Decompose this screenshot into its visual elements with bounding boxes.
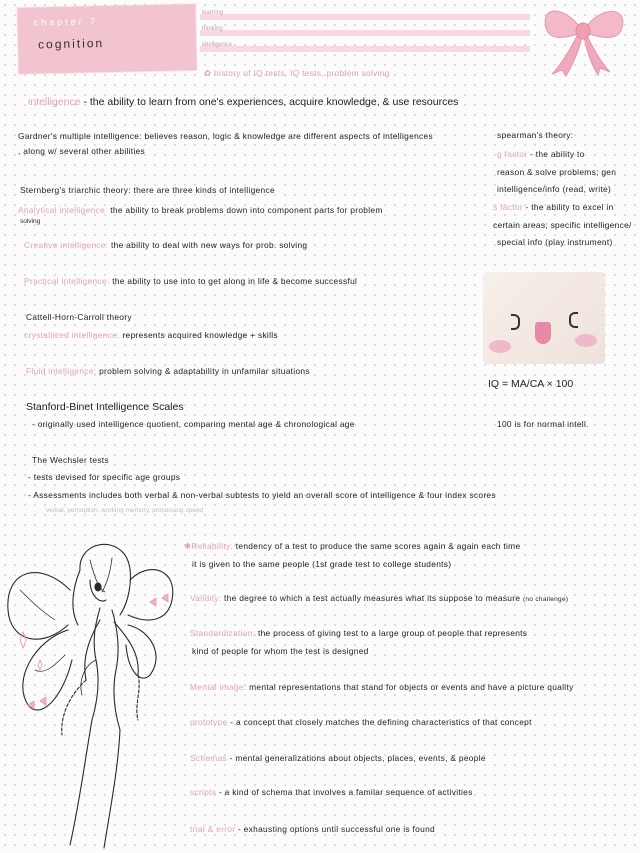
standardization-continued: kind of people for whom the test is designed xyxy=(192,646,369,656)
s-factor-line-1: s factor - the ability to excel in xyxy=(493,202,614,212)
stanford-binet-note: 100 is for normal intell. xyxy=(497,419,589,429)
chapter-title-tag xyxy=(17,4,196,74)
wechsler-line-1: - tests devised for specific age groups xyxy=(28,472,181,482)
practical-line: Practical intelligence: the ability to use into to get along in life & become successful xyxy=(24,276,358,286)
stanford-binet-def: - originally used intelligence quotient, comparing mental age & chronological age xyxy=(32,419,355,429)
g-factor-line-2: reason & solve problems; gen xyxy=(497,167,617,177)
mental-image-line: Mental image: mental representations that stand for objects or events and have a picture quality xyxy=(190,682,574,692)
sternberg-title: Sternberg's triarchic theory: there are three kinds of intelligence xyxy=(20,185,275,195)
s-factor-line-3: special info (play instrument) xyxy=(497,237,613,247)
g-factor-line-3: intelligence/info (read, write) xyxy=(497,184,612,194)
gardner-line-1: Gardner's multiple intelligence: believes reason, logic & knowledge are different aspects of intelligences xyxy=(18,131,433,141)
gardner-line-2: , along w/ several other abilities xyxy=(18,146,146,156)
fairy-illustration xyxy=(0,530,190,853)
analytical-continued: solving xyxy=(20,218,41,225)
schemas-line: Schemas - mental generalizations about objects, places, events, & people xyxy=(190,753,486,763)
standardization-line: Standardization: the process of giving test to a large group of people that represents xyxy=(190,628,528,638)
chapter-title: cognition xyxy=(37,36,105,52)
spearman-title: spearman's theory: xyxy=(497,130,574,140)
fluid-line: Fluid intelligence: problem solving & adaptability in unfamilar situations xyxy=(26,366,310,376)
cute-face-photo xyxy=(483,272,605,364)
intelligence-definition: intelligence - the ability to learn from one's experiences, acquire knowledge, & use resources xyxy=(28,96,459,108)
validity-line: Validity: the degree to which a test actually measures what its suppose to measure (no challenge) xyxy=(190,593,569,603)
chapter-label: chapter 7 xyxy=(33,16,99,28)
toc-line-2: thinking xyxy=(200,30,530,36)
scripts-line: scripts - a kind of schema that involves a familar sequence of activities xyxy=(190,787,473,797)
wechsler-title: The Wechsler tests xyxy=(32,455,109,465)
creative-line: Creative intelligence: the ability to deal with new ways for prob. solving xyxy=(24,240,308,250)
wechsler-line-2: - Assessments includes both verbal & non-verbal subtests to yield an overall score of intelligence & four index scores xyxy=(28,490,496,500)
toc-line-1: learning xyxy=(200,14,530,20)
page-subtitle: ✿ history of IQ tests, IQ tests, problem solving xyxy=(204,68,390,78)
wechsler-line-3: verbal, perception, working memory, processing speed xyxy=(46,507,204,514)
s-factor-line-2: certain areas; specific intelligence/ xyxy=(493,220,632,230)
g-factor-line-1: g factor - the ability to xyxy=(497,149,585,159)
stanford-binet-title: Stanford-Binet Intelligence Scales xyxy=(26,401,184,413)
trial-error-line: trial & error - exhausting options until successful one is found xyxy=(190,824,436,834)
reliability-continued: it is given to the same people (1st grade test to college students) xyxy=(192,559,452,569)
analytical-line: Analytical intelligence: the ability to break problems down into component parts for problem xyxy=(18,205,383,215)
toc-line-3: intelligence xyxy=(200,46,530,52)
crystallized-line: crystallized intelligence: represents acquired knowledge + skills xyxy=(24,330,278,340)
iq-formula: IQ = MA/CA × 100 xyxy=(488,378,574,390)
prototype-line: prototype - a concept that closely matches the defining characteristics of that concept xyxy=(190,717,532,727)
reliability-line: ✱Reliability: tendency of a test to produce the same scores again & again each time xyxy=(184,541,521,551)
pink-bow-icon xyxy=(530,0,635,78)
chc-title: Cattell-Horn-Carroll theory xyxy=(26,312,132,322)
